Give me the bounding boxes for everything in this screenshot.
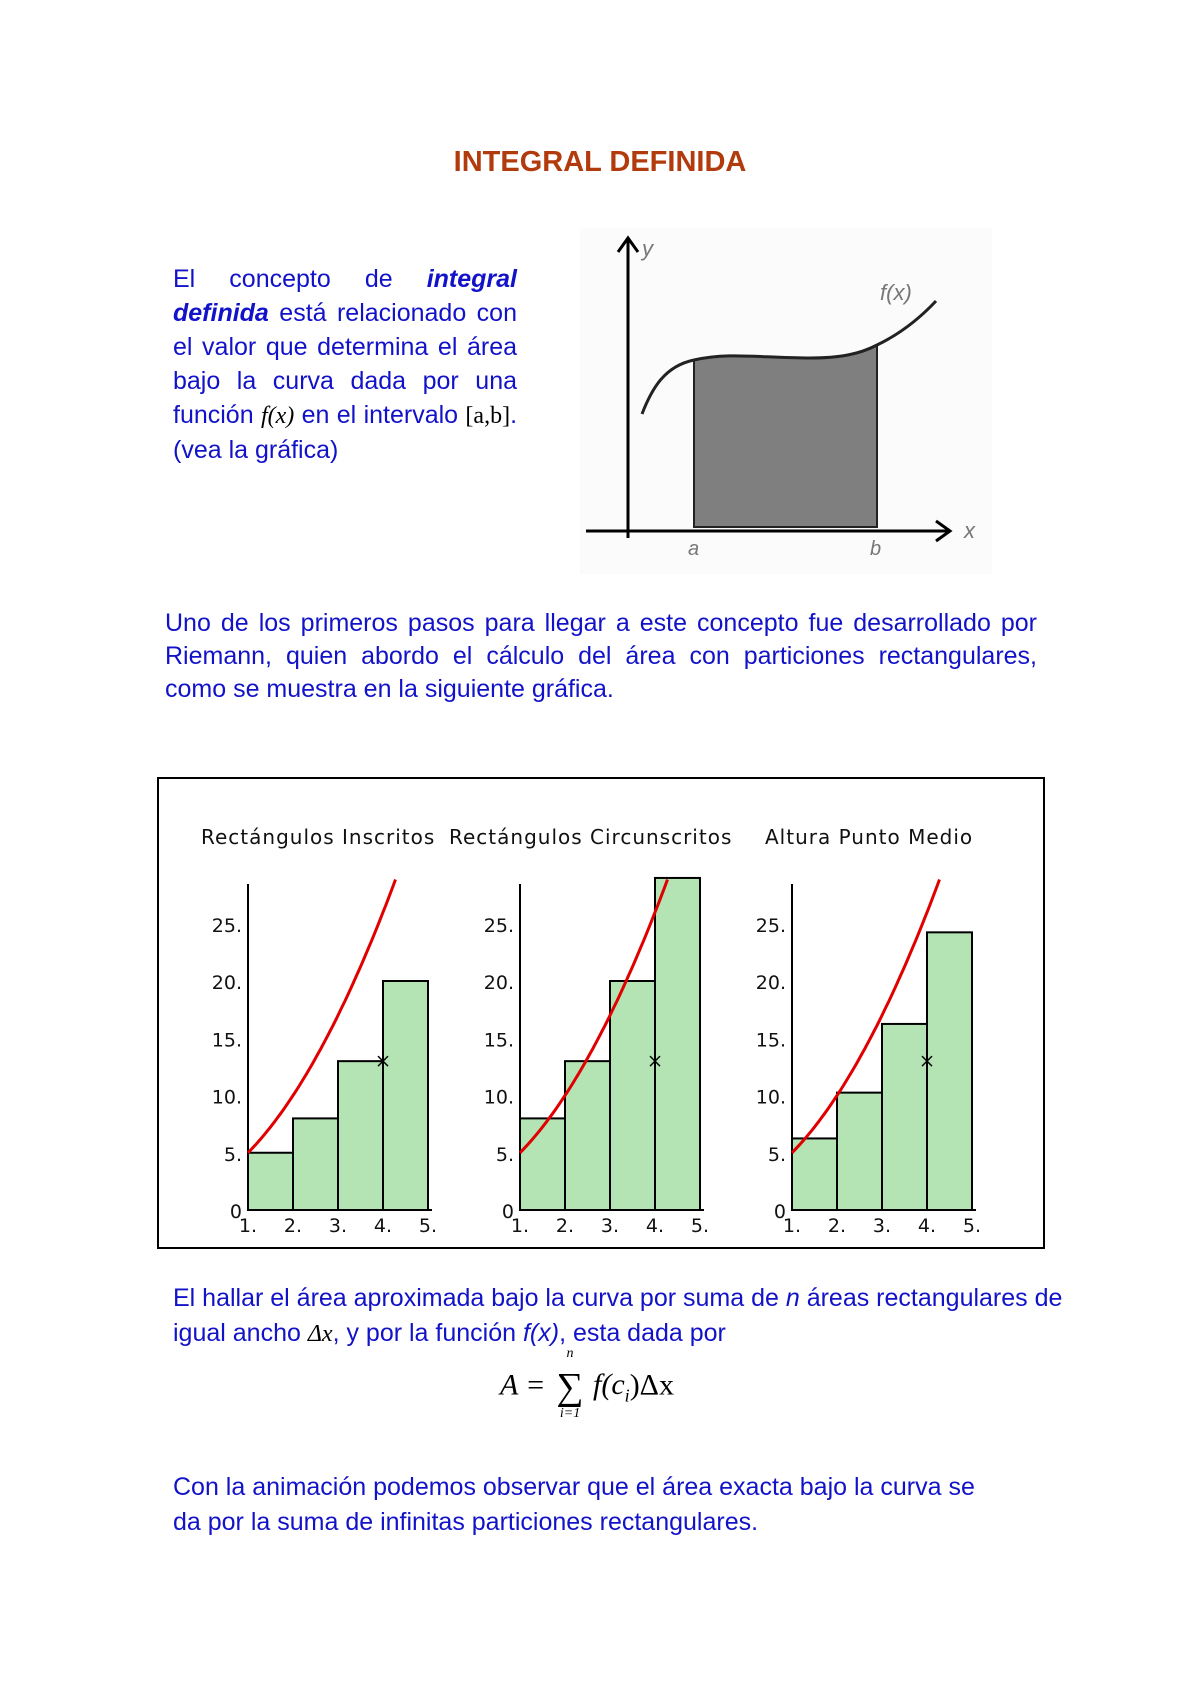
riemann-y-tick: 5. xyxy=(767,1143,786,1166)
integral-definida-term: integral definida xyxy=(173,265,517,327)
riemann-y-tick: 25. xyxy=(483,914,514,937)
panel-title-punto-medio: Altura Punto Medio xyxy=(765,825,974,849)
riemann-x-tick: 2. xyxy=(555,1215,575,1237)
riemann-bar xyxy=(610,981,655,1210)
riemann-y-tick: 5. xyxy=(223,1143,242,1166)
intro-paragraph: El concepto de integral definida está relacionado con el valor que determina el área bajo la curva dada por una función f(x) en el intervalo [a,b]. (vea la gráfica) xyxy=(173,265,518,464)
panel-title-circunscritos: Rectángulos Circunscritos xyxy=(449,825,733,849)
riemann-y-tick: 0 xyxy=(501,1201,514,1223)
riemann-y-tick: 0 xyxy=(773,1201,786,1223)
formula-lhs: A = xyxy=(500,1368,554,1402)
riemann-y-tick: 25. xyxy=(755,914,786,937)
formula-subscript: i xyxy=(624,1385,630,1406)
riemann-y-tick: 20. xyxy=(483,972,514,994)
dx-expression: Δx xyxy=(307,1321,333,1347)
riemann-x-tick: 5. xyxy=(690,1215,710,1237)
riemann-bar xyxy=(792,1138,837,1210)
riemann-x-tick: 4. xyxy=(645,1215,665,1237)
fx-term: f(x) xyxy=(522,1319,560,1347)
y-axis-label: y xyxy=(642,236,653,261)
riemann-rectangles-figure xyxy=(157,777,1045,1249)
riemann-x-tick: 3. xyxy=(872,1215,892,1237)
riemann-y-tick: 15. xyxy=(483,1029,514,1052)
interval-expression: [a,b] xyxy=(465,403,511,429)
riemann-x-tick: 4. xyxy=(917,1215,937,1237)
riemann-y-tick: 10. xyxy=(483,1086,514,1109)
riemann-bar xyxy=(927,932,972,1210)
sigma-symbol: ∑ xyxy=(556,1366,584,1408)
riemann-bar xyxy=(383,981,428,1210)
riemann-x-tick: 4. xyxy=(373,1215,393,1237)
n-variable: n xyxy=(785,1284,800,1312)
a-label: a xyxy=(688,538,700,560)
riemann-x-tick: 3. xyxy=(328,1215,348,1237)
panel-title-inscritos: Rectángulos Inscritos xyxy=(201,825,436,849)
riemann-bar xyxy=(293,1118,338,1210)
final-paragraph: Con la animación podemos observar que el área exacta bajo la curva se da por la suma de infinitas particiones rectangulares. xyxy=(173,1473,975,1536)
riemann-paragraph: Uno de los primeros pasos para llegar a este concepto fue desarrollado por Riemann, quien abordo el cálculo del área con particiones rectangulares, como se muestra en la siguiente gráfica. xyxy=(165,609,1037,703)
fx-expression: f(x) xyxy=(260,403,295,429)
riemann-x-tick: 1. xyxy=(238,1215,258,1237)
riemann-bar xyxy=(655,878,700,1210)
riemann-bar xyxy=(248,1153,293,1210)
riemann-y-tick: 10. xyxy=(211,1086,242,1109)
riemann-x-tick: 1. xyxy=(782,1215,802,1237)
sum-upper-limit: n xyxy=(566,1346,574,1361)
riemann-y-tick: 20. xyxy=(755,972,786,994)
sum-lower-limit: i=1 xyxy=(559,1406,581,1421)
sum-paragraph: El hallar el área aproximada bajo la curva por suma de n áreas rectangulares de igual ancho Δx, y por la función f(x), esta dada por xyxy=(173,1284,1063,1347)
x-axis-label: x xyxy=(964,518,975,543)
riemann-x-tick: 2. xyxy=(827,1215,847,1237)
riemann-x-tick: 5. xyxy=(962,1215,982,1237)
riemann-y-tick: 10. xyxy=(755,1086,786,1109)
formula-body: f(c xyxy=(593,1368,625,1402)
riemann-bar xyxy=(837,1093,882,1210)
b-label: b xyxy=(870,538,882,560)
riemann-x-tick: 1. xyxy=(510,1215,530,1237)
curve-label: f(x) xyxy=(880,280,912,305)
riemann-sum-formula xyxy=(500,1346,674,1421)
riemann-x-tick: 3. xyxy=(600,1215,620,1237)
riemann-y-tick: 25. xyxy=(211,914,242,937)
area-under-curve-figure xyxy=(580,228,992,574)
riemann-y-tick: 20. xyxy=(211,972,242,994)
riemann-bar xyxy=(882,1024,927,1210)
riemann-x-tick: 2. xyxy=(283,1215,303,1237)
formula-tail: )Δx xyxy=(629,1368,674,1402)
riemann-bar xyxy=(338,1061,383,1210)
riemann-bar xyxy=(520,1118,565,1210)
riemann-y-tick: 15. xyxy=(211,1029,242,1052)
page-title: INTEGRAL DEFINIDA xyxy=(453,146,747,178)
area-shaded-region xyxy=(694,345,877,527)
riemann-x-tick: 5. xyxy=(418,1215,438,1237)
riemann-y-tick: 0 xyxy=(229,1201,242,1223)
riemann-y-tick: 5. xyxy=(495,1143,514,1166)
riemann-y-tick: 15. xyxy=(755,1029,786,1052)
